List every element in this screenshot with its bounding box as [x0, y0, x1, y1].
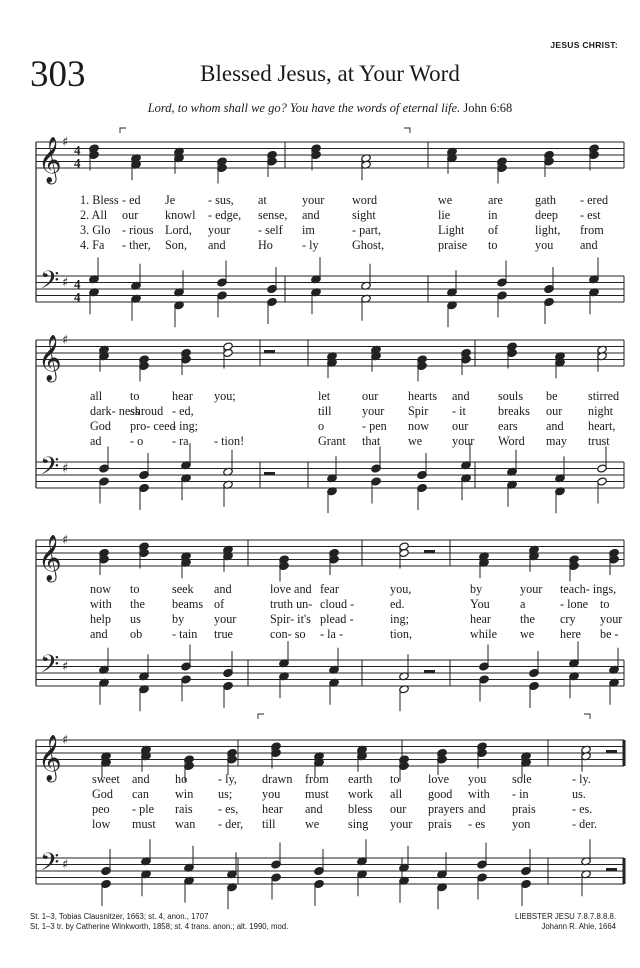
lyric-syllable: drawn: [262, 772, 293, 786]
time-signature-numerator: 4: [74, 276, 81, 292]
lyric-syllable: hearts: [408, 389, 438, 403]
lyric-syllable: - ed: [122, 193, 141, 207]
lyric-syllable: we: [408, 434, 423, 448]
sharp-key-signature-icon: ♯: [62, 333, 69, 348]
footer-composer: Johann R. Ahle, 1664: [541, 922, 616, 931]
phrase-bracket-start: [120, 128, 126, 133]
footer-credit-line: St. 1–3 tr. by Catherine Winkworth, 1858; st. 4 trans. anon.; alt. 1990, mod.: [30, 922, 289, 931]
treble-clef-icon: 𝄞: [38, 137, 62, 183]
lyric-syllable: and: [214, 582, 232, 596]
lyric-syllable: your: [302, 193, 325, 207]
lyric-syllable: Word: [498, 434, 525, 448]
lyric-syllable: plead -: [320, 612, 354, 626]
lyric-syllable: your: [214, 612, 237, 626]
lyric-syllable: - ly: [302, 238, 319, 252]
lyric-syllable: ob: [130, 627, 143, 641]
lyric-syllable: sweet: [92, 772, 120, 786]
lyric-syllable: our: [362, 389, 379, 403]
footer-text-credits: [30, 912, 288, 932]
lyric-syllable: we: [305, 817, 320, 831]
lyric-syllable: sing: [348, 817, 369, 831]
bass-clef-icon: 𝄢: [40, 848, 60, 883]
half-rest-icon: [606, 750, 617, 753]
lyric-syllable: - ly,: [218, 772, 237, 786]
lyric-syllable: be -: [600, 627, 619, 641]
lyric-syllable: till: [318, 404, 332, 418]
lyric-syllable: - der,: [218, 817, 244, 831]
lyric-syllable: to: [130, 582, 140, 596]
lyric-syllable: a: [520, 597, 526, 611]
lyric-syllable: your: [208, 223, 231, 237]
lyric-syllable: ho: [175, 772, 188, 786]
lyric-syllable: sense,: [258, 208, 288, 222]
lyric-syllable: sole: [512, 772, 532, 786]
lyric-syllable: - part,: [352, 223, 382, 237]
lyric-syllable: your: [600, 612, 623, 626]
lyric-syllable: im: [302, 223, 315, 237]
lyric-syllable: - sus,: [208, 193, 234, 207]
lyric-syllable: wan: [175, 817, 196, 831]
lyric-syllable: dark- ness: [90, 404, 140, 418]
lyric-syllable: we: [438, 193, 453, 207]
lyric-syllable: - ple: [132, 802, 154, 816]
lyric-syllable: low: [92, 817, 111, 831]
lyric-syllable: - es.: [572, 802, 593, 816]
lyric-syllable: must: [132, 817, 156, 831]
lyric-syllable: to: [390, 772, 400, 786]
epigraph-quote: Lord, to whom shall we go? You have the words of eternal life.: [147, 101, 461, 115]
lyric-syllable: your: [362, 404, 385, 418]
lyric-syllable: must: [305, 787, 329, 801]
lyric-syllable: you: [535, 238, 554, 252]
treble-clef-icon: 𝄞: [38, 335, 62, 381]
lyric-syllable: earth: [348, 772, 373, 786]
lyric-syllable: - ered: [580, 193, 609, 207]
lyric-syllable: Ghost,: [352, 238, 385, 252]
half-rest-icon: [264, 472, 275, 475]
lyric-syllable: here: [560, 627, 581, 641]
lyric-syllable: trust: [588, 434, 610, 448]
lyric-syllable: us: [130, 612, 141, 626]
lyric-syllable: - ed,: [172, 404, 194, 418]
lyric-syllable: cry: [560, 612, 576, 626]
lyric-syllable: 2. All: [80, 208, 108, 222]
lyric-syllable: knowl: [165, 208, 196, 222]
lyric-syllable: and: [132, 772, 150, 786]
lyric-syllable: - o: [130, 434, 144, 448]
lyric-syllable: breaks: [498, 404, 530, 418]
lyric-syllable: and: [452, 389, 470, 403]
treble-clef-icon: 𝄞: [38, 735, 62, 781]
lyric-syllable: - ra: [172, 434, 189, 448]
lyric-syllable: we: [520, 627, 535, 641]
lyric-syllable: of: [214, 597, 225, 611]
lyric-syllable: with: [90, 597, 112, 611]
footer-tune-credits: [515, 912, 616, 932]
lyric-syllable: - it: [452, 404, 466, 418]
lyric-syllable: - ing;: [172, 419, 199, 433]
lyric-syllable: - tain: [172, 627, 198, 641]
lyric-syllable: with: [468, 787, 490, 801]
lyric-syllable: light,: [535, 223, 561, 237]
lyric-syllable: - pen: [362, 419, 387, 433]
lyric-syllable: and: [305, 802, 323, 816]
lyric-syllable: pro- ceed: [130, 419, 176, 433]
lyric-syllable: love: [428, 772, 449, 786]
lyric-syllable: your: [452, 434, 475, 448]
lyric-syllable: shroud: [130, 404, 164, 418]
lyric-syllable: by: [470, 582, 483, 596]
lyric-syllable: you: [262, 787, 281, 801]
lyric-syllable: now: [90, 582, 111, 596]
lyric-syllable: us;: [218, 787, 233, 801]
treble-clef-icon: 𝄞: [38, 535, 62, 581]
lyric-syllable: peo: [92, 802, 110, 816]
lyric-syllable: seek: [172, 582, 194, 596]
half-rest-icon: [424, 670, 435, 673]
lyric-syllable: Ho: [258, 238, 273, 252]
lyric-syllable: you,: [390, 582, 412, 596]
lyric-syllable: Light: [438, 223, 465, 237]
footer-tune-name: LIEBSTER JESU 7.8.7.8.8.8.: [515, 912, 616, 921]
lyric-syllable: gath: [535, 193, 556, 207]
lyric-syllable: - edge,: [208, 208, 242, 222]
lyric-syllable: be: [546, 389, 558, 403]
lyric-syllable: - es,: [218, 802, 239, 816]
lyric-syllable: You: [470, 597, 490, 611]
lyric-syllable: your: [520, 582, 543, 596]
lyric-syllable: - lone: [560, 597, 589, 611]
lyric-syllable: - tion!: [214, 434, 245, 448]
lyric-syllable: rais: [175, 802, 193, 816]
lyric-syllable: hear: [470, 612, 491, 626]
lyric-syllable: and: [580, 238, 598, 252]
lyric-syllable: win: [175, 787, 194, 801]
lyric-syllable: while: [470, 627, 498, 641]
lyric-syllable: Spir: [408, 404, 429, 418]
phrase-bracket-end: [404, 128, 410, 133]
sharp-key-signature-icon: ♯: [62, 733, 69, 748]
lyric-syllable: praise: [438, 238, 468, 252]
lyric-syllable: sight: [352, 208, 376, 222]
time-signature-denominator: 4: [74, 155, 81, 171]
lyric-syllable: our: [390, 802, 407, 816]
lyric-syllable: the: [130, 597, 145, 611]
sharp-key-signature-icon: ♯: [62, 857, 69, 873]
lyric-syllable: all: [90, 389, 103, 403]
lyric-syllable: now: [408, 419, 429, 433]
phrase-bracket-end: [584, 714, 590, 719]
lyric-syllable: hear: [262, 802, 283, 816]
lyric-syllable: and: [90, 627, 108, 641]
time-signature-numerator: 4: [74, 142, 81, 158]
lyric-syllable: from: [580, 223, 604, 237]
lyric-syllable: truth un-: [270, 597, 313, 611]
lyric-syllable: hear: [172, 389, 193, 403]
lyric-syllable: that: [362, 434, 381, 448]
lyric-syllable: God: [92, 787, 113, 801]
lyric-syllable: love and: [270, 582, 312, 596]
lyric-syllable: - ther,: [122, 238, 151, 252]
lyric-syllable: teach- ings,: [560, 582, 617, 596]
lyric-syllable: and: [302, 208, 320, 222]
epigraph-reference: John 6:68: [463, 101, 513, 115]
lyric-syllable: ed.: [390, 597, 405, 611]
hymn-title: Blessed Jesus, at Your Word: [200, 61, 460, 86]
lyric-syllable: fear: [320, 582, 339, 596]
lyric-syllable: - ly.: [572, 772, 591, 786]
lyric-syllable: Grant: [318, 434, 346, 448]
footer-credit-line: St. 1–3, Tobias Clausnitzer, 1663; st. 4, anon., 1707: [30, 912, 209, 921]
lyric-syllable: - der.: [572, 817, 598, 831]
lyric-syllable: you: [468, 772, 487, 786]
bass-clef-icon: 𝄢: [40, 266, 60, 301]
lyric-syllable: at: [258, 193, 267, 207]
lyric-syllable: help: [90, 612, 111, 626]
lyric-syllable: cloud -: [320, 597, 355, 611]
lyric-syllable: let: [318, 389, 331, 403]
phrase-bracket-start: [258, 714, 264, 719]
lyric-syllable: Je: [165, 193, 176, 207]
lyric-syllable: to: [600, 597, 610, 611]
lyric-syllable: prayers: [428, 802, 464, 816]
sharp-key-signature-icon: ♯: [62, 659, 69, 675]
sharp-key-signature-icon: ♯: [62, 533, 69, 548]
lyric-syllable: the: [520, 612, 535, 626]
lyric-syllable: ears: [498, 419, 518, 433]
lyric-syllable: God: [90, 419, 111, 433]
lyric-syllable: prais: [512, 802, 536, 816]
lyric-syllable: good: [428, 787, 453, 801]
lyric-syllable: may: [546, 434, 567, 448]
lyric-syllable: to: [488, 238, 498, 252]
lyric-syllable: can: [132, 787, 149, 801]
lyric-syllable: our: [546, 404, 563, 418]
lyric-syllable: - in: [512, 787, 529, 801]
lyric-syllable: ing;: [390, 612, 409, 626]
lyric-syllable: 3. Glo: [80, 223, 111, 237]
lyric-syllable: lie: [438, 208, 451, 222]
lyric-syllable: beams: [172, 597, 204, 611]
lyric-syllable: - la -: [320, 627, 344, 641]
lyric-syllable: you;: [214, 389, 236, 403]
lyric-syllable: stirred: [588, 389, 620, 403]
lyric-syllable: our: [452, 419, 469, 433]
lyric-syllable: o: [318, 419, 325, 433]
lyric-syllable: Lord,: [165, 223, 192, 237]
lyric-syllable: work: [348, 787, 374, 801]
lyric-syllable: - es: [468, 817, 486, 831]
lyric-syllable: by: [172, 612, 185, 626]
lyric-syllable: us.: [572, 787, 586, 801]
lyric-syllable: bless: [348, 802, 373, 816]
lyric-syllable: tion,: [390, 627, 413, 641]
lyric-syllable: - self: [258, 223, 283, 237]
lyric-syllable: ad: [90, 434, 102, 448]
lyric-syllable: our: [122, 208, 139, 222]
sharp-key-signature-icon: ♯: [62, 461, 69, 477]
section-heading: JESUS CHRIST:: [550, 40, 618, 50]
time-signature-denominator: 4: [74, 289, 81, 305]
lyric-syllable: Son,: [165, 238, 188, 252]
lyric-syllable: prais: [428, 817, 452, 831]
bass-clef-icon: 𝄢: [40, 452, 60, 487]
lyric-syllable: your: [390, 817, 413, 831]
sharp-key-signature-icon: ♯: [62, 135, 69, 150]
lyric-syllable: and: [468, 802, 486, 816]
lyric-syllable: in: [488, 208, 498, 222]
bass-clef-icon: 𝄢: [40, 650, 60, 685]
lyric-syllable: Spir- it's: [270, 612, 311, 626]
half-rest-icon: [424, 550, 435, 553]
lyric-syllable: and: [208, 238, 226, 252]
lyric-syllable: con- so: [270, 627, 306, 641]
sharp-key-signature-icon: ♯: [62, 275, 69, 291]
lyric-syllable: 4. Fa: [80, 238, 105, 252]
lyric-syllable: - rious: [122, 223, 154, 237]
lyric-syllable: to: [130, 389, 140, 403]
lyric-syllable: are: [488, 193, 503, 207]
lyric-syllable: heart,: [588, 419, 616, 433]
lyric-syllable: all: [390, 787, 403, 801]
lyric-syllable: word: [352, 193, 378, 207]
lyric-syllable: from: [305, 772, 329, 786]
half-rest-icon: [606, 868, 617, 871]
lyric-syllable: - est: [580, 208, 601, 222]
lyric-syllable: yon: [512, 817, 531, 831]
hymn-number: 303: [30, 54, 86, 95]
lyric-syllable: night: [588, 404, 614, 418]
lyric-syllable: and: [546, 419, 564, 433]
lyric-syllable: till: [262, 817, 276, 831]
lyric-syllable: of: [488, 223, 499, 237]
lyric-syllable: 1. Bless: [80, 193, 119, 207]
lyric-syllable: deep: [535, 208, 559, 222]
lyric-syllable: souls: [498, 389, 524, 403]
half-rest-icon: [264, 350, 275, 353]
lyric-syllable: true: [214, 627, 233, 641]
